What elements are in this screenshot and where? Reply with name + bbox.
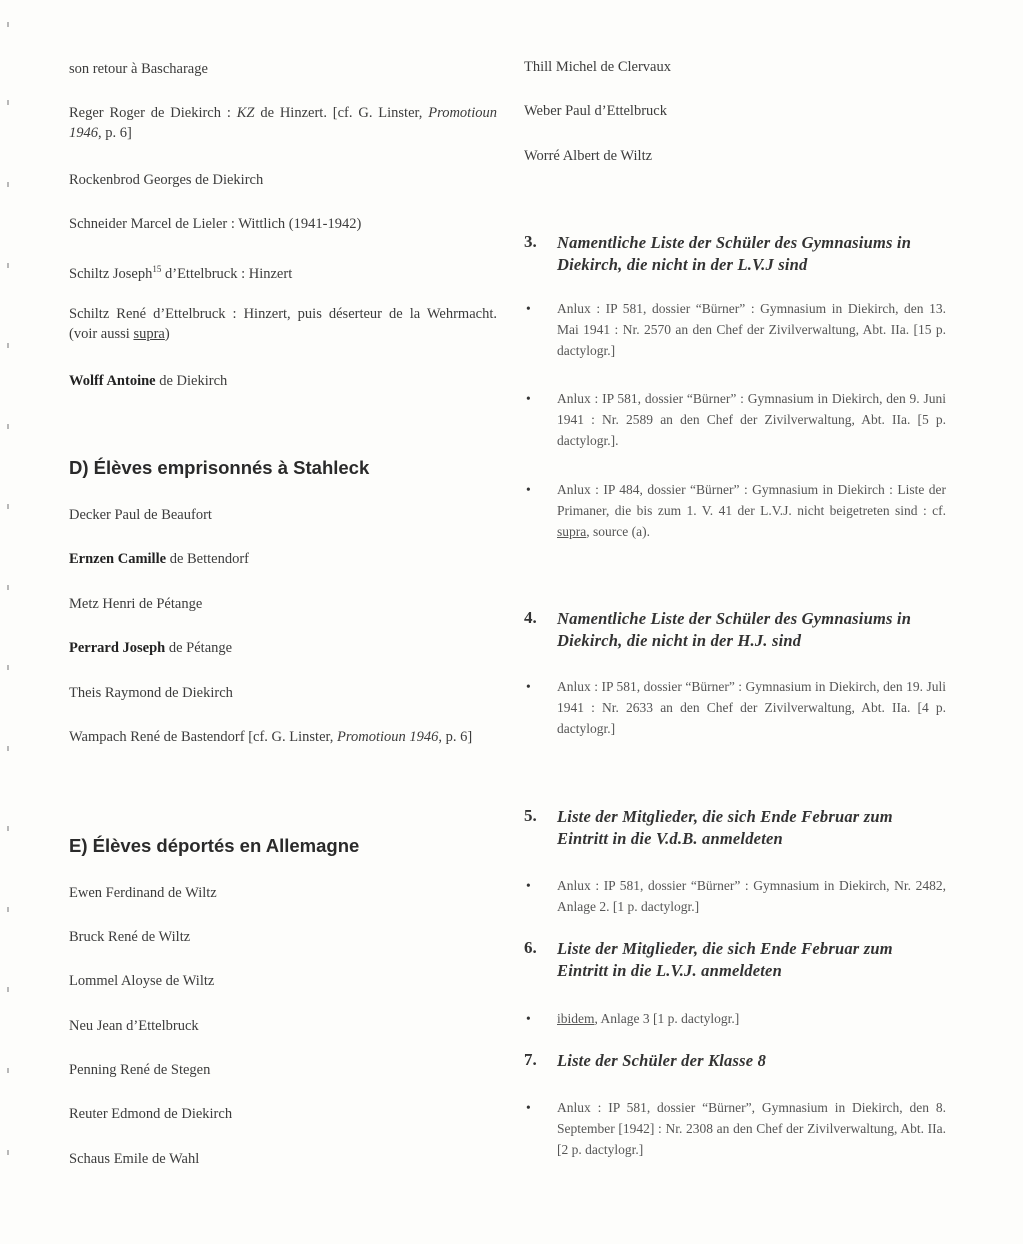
- section-title: Liste der Schüler der Klasse 8: [557, 1051, 767, 1070]
- list-item-wampach: Wampach René de Bastendorf [cf. G. Linster, Promotioun 1946, p. 6]: [69, 729, 473, 745]
- section-title: Namentliche Liste der Schüler des Gymnasiums in Diekirch, die nicht in der H.J. sind: [557, 609, 912, 650]
- list-item-wolff: Wolff Antoine de Diekirch: [69, 373, 228, 389]
- list-item: son retour à Bascharage: [69, 61, 208, 77]
- section-heading-e: E) Élèves déportés en Allemagne: [69, 835, 360, 856]
- list-item: Reuter Edmond de Diekirch: [69, 1106, 233, 1122]
- list-item: Schneider Marcel de Lieler : Wittlich (1941-1942): [69, 216, 362, 232]
- list-item: Ernzen Camille de Bettendorf: [69, 551, 250, 567]
- supra-link[interactable]: supra: [557, 524, 587, 539]
- list-item: Thill Michel de Clervaux: [524, 59, 671, 75]
- section-title: Namentliche Liste der Schüler des Gymnasiums in Diekirch, die nicht in der L.V.J sind: [557, 233, 912, 274]
- list-item: Theis Raymond de Diekirch: [69, 685, 233, 701]
- section-title: Liste der Mitglieder, die sich Ende Februar zum Eintritt in die L.V.J. anmeldeten: [557, 939, 893, 980]
- list-item: Neu Jean d’Ettelbruck: [69, 1018, 199, 1034]
- list-item: Perrard Joseph de Pétange: [69, 640, 233, 656]
- section-number: 4.: [524, 608, 537, 627]
- list-item: Worré Albert de Wiltz: [524, 148, 653, 164]
- section-heading-d: D) Élèves emprisonnés à Stahleck: [69, 457, 370, 478]
- list-item: Bruck René de Wiltz: [69, 929, 191, 945]
- list-item: Weber Paul d’Ettelbruck: [524, 103, 667, 119]
- section-number: 6.: [524, 938, 537, 957]
- section-number: 7.: [524, 1050, 537, 1069]
- list-item-schiltz-rene: Schiltz René d’Ettelbruck : Hinzert, puis déserteur de la Wehrmacht. (voir aussi supra): [69, 306, 497, 342]
- list-item: Rockenbrod Georges de Diekirch: [69, 172, 264, 188]
- list-item-reger: Reger Roger de Diekirch : KZ de Hinzert. [cf. G. Linster, Promotioun 1946, p. 6]: [69, 105, 497, 141]
- supra-link[interactable]: supra: [133, 326, 165, 342]
- list-item: Decker Paul de Beaufort: [69, 507, 212, 523]
- section-title: Liste der Mitglieder, die sich Ende Februar zum Eintritt in die V.d.B. anmeldeten: [557, 807, 893, 848]
- list-item: Metz Henri de Pétange: [69, 596, 203, 612]
- section-number: 3.: [524, 232, 537, 251]
- list-item-schiltz-joseph: Schiltz Joseph$^{15}$ d’Ettelbruck : Hinzert: [69, 264, 293, 282]
- section-number: 5.: [524, 806, 537, 825]
- list-item: Ewen Ferdinand de Wiltz: [69, 885, 217, 901]
- list-item: Penning René de Stegen: [69, 1062, 211, 1078]
- list-item: Lommel Aloyse de Wiltz: [69, 973, 215, 989]
- margin-ticks: [0, 0, 14, 1244]
- ibidem-link[interactable]: ibidem: [557, 1011, 595, 1026]
- list-item: Schaus Emile de Wahl: [69, 1151, 200, 1167]
